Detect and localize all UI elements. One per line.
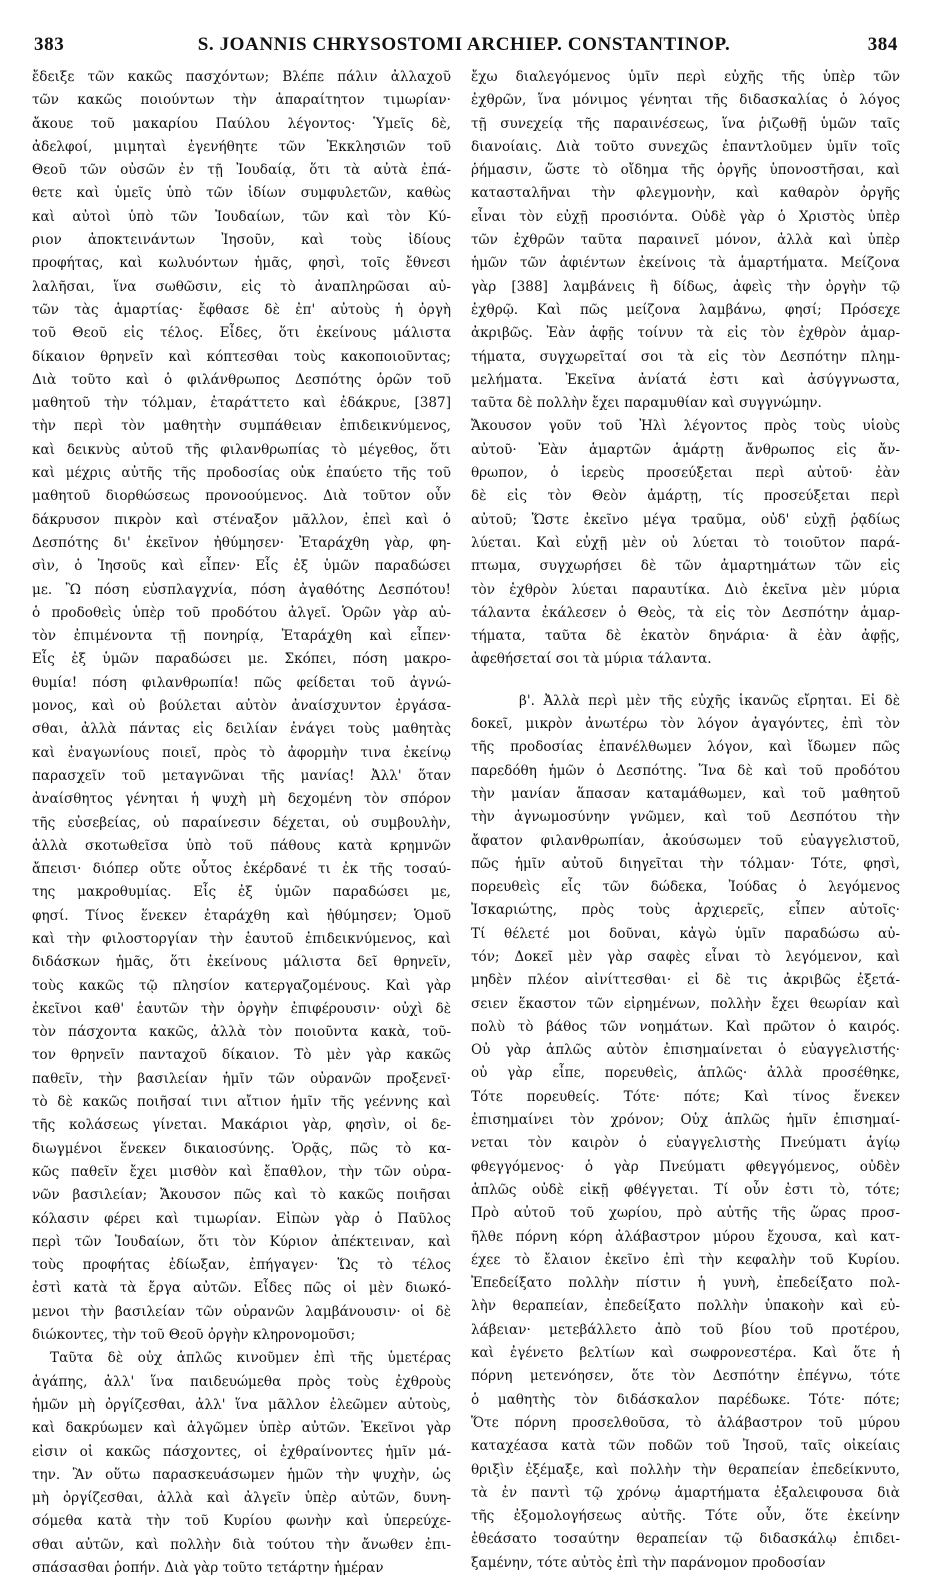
text-line: τὸν ἐχθρὸν λύεται παραυτίκα. Διὸ ἐκεῖνα μὲν μύρια (471, 581, 900, 598)
text-line: δάκρυσον πικρὸν καὶ στέναξον μᾶλλον, ἐπεὶ καὶ ὁ (32, 511, 451, 528)
text-line: τῇ συνεχείᾳ τῆς παραινέσεως, ἵνα ῥιζωθῇ ὑμῶν ταῖς (471, 115, 900, 132)
text-line: έχεε τὸ ἔλαιον ἐκεῖνο ἐπὶ τὴν κεφαλὴν τοῦ Κυρίου. (471, 1251, 900, 1268)
text-line: μελήματα. Ἐκεῖνα ἀνίατά ἐστι καὶ ἀσύγγνωστα, (471, 371, 900, 388)
text-line: πολὺ τὸ βάθος τῶν νοημάτων. Καὶ πρῶτον ὁ καιρός. (471, 1018, 900, 1035)
text-line: Ὅτε πόρνη προσελθοῦσα, τὸ ἀλάβαστρον τοῦ μύρου (471, 1414, 900, 1431)
text-line: ἀναίσθητος γένηται ἡ ψυχὴ μὴ δεχομένη τὸν σπόρον (32, 791, 451, 808)
text-line: σπάσασθαι ῥοπήν. Διὰ γὰρ τοῦτο τετάρτην ἡμέραν (32, 1560, 384, 1576)
text-line: Οὐ γὰρ ἁπλῶς αὐτὸν ἐπισημαίνεται ὁ εὐαγγελιστής· (471, 1042, 900, 1059)
text-line: φθεγγόμενος· ὁ γὰρ Πνεύματι φθεγγόμενος, οὐδὲν (471, 1158, 900, 1175)
text-line: καὶ τὴν φιλοστοργίαν τὴν ἑαυτοῦ ἐπιδεικνύμενος, καὶ (32, 930, 451, 947)
text-line: Ἰσκαριώτης, πρὸς τοὺς ἀρχιερεῖς, εἶπεν αὐτοῖς· (471, 902, 900, 919)
text-line: ὁ προδοθεὶς ὑπὲρ τοῦ προδότου ἀλγεῖ. Ὁρῶν γὰρ αὐ- (32, 604, 451, 621)
text-line: παρασχεῖν τοῦ μεταγνῶναι τῆς μανίας! Ἀλλ' ὅταν (32, 767, 451, 784)
text-line: καὶ ἐγένετο βελτίων καὶ σωφρονεστέρα. Καὶ ὅτε ἡ (471, 1345, 900, 1362)
text-line: εἶναι τὸν εὐχῇ προσιόντα. Οὐδὲ γὰρ ὁ Χριστὸς ὑπὲρ (471, 208, 900, 225)
text-line: Διὰ τοῦτο καὶ ὁ φιλάνθρωπος Δεσπότης ὁρῶν τοῦ (32, 371, 451, 388)
text-line: περὶ τῶν Ἰουδαίων, ὅτι τὸν Κύριον ἀπέκτειναν, καὶ (32, 1233, 451, 1250)
text-line: ἐχθρῶν, ἵνα μόνιμος γένηται τῆς διδασκαλίας ὁ λόγος (471, 92, 900, 109)
text-line: ῥήμασιν, ὥστε τὸ οἴδημα τῆς ὀργῆς ὑπονοστῆσαι, καὶ (471, 162, 900, 179)
text-line: καταχέασα κατὰ τῶν ποδῶν τοῦ Ἰησοῦ, ταῖς οἰκείαις (471, 1438, 900, 1455)
text-line: ἄφατον φιλανθρωπίαν, ἀκούσωμεν τοῦ εὐαγγελιστοῦ, (471, 832, 900, 849)
text-line: τοὺς κακῶς τῷ πλησίον κατεργαζομένους. Καὶ γὰρ (32, 977, 451, 994)
text-line: τὴν ἀγνωμοσύνην γνῶμεν, καὶ τοῦ Δεσπότου τὴν (471, 809, 900, 826)
text-line: παθεῖν, τὴν βασιλείαν ἡμῖν τῶν οὐρανῶν προξενεῖ· (32, 1070, 451, 1087)
text-line: ἐστὶ κατὰ τὰ ἔργα αὐτῶν. Εἶδες πῶς οἱ μὲν διωκό- (32, 1280, 451, 1297)
text-line: ἄκουε τοῦ μακαρίου Παύλου λέγοντος· Ὑμεῖς δὲ, (32, 115, 451, 132)
text-line: ἡμῶν μὴ ὀργίζεσθαι, ἀλλ' ἵνα μᾶλλον ἐλεῶμεν αὐτοὺς, (32, 1396, 451, 1413)
text-line: αὐτοῦ· Ἐὰν ἁμαρτῶν ἁμάρτῃ ἄνθρωπος εἰς ἄν- (471, 441, 900, 458)
text-line: Εἷς ἐξ ὑμῶν παραδώσει με. Σκόπει, πόση μακρο- (32, 651, 451, 668)
text-line: ἄπεισι· διόπερ οὔτε οὗτος ἐκέρδανέ τι ἐκ τῆς τοσαύ- (32, 861, 451, 878)
text-line: την. Ἂν οὕτω παρασκευάσωμεν ἡμῶν τὴν ψυχὴν, ὡς (32, 1466, 451, 1483)
text-line: μηδὲν πλέον αἰνίττεσθαι· εἰ δὲ τις ἀκριβῶς ἐξετά- (471, 972, 900, 989)
text-line: τον θρηνεῖν πανταχοῦ δίκαιον. Τὸ μὲν γὰρ κακῶς (32, 1047, 451, 1064)
text-line: ἐχθρῷ. Καὶ πῶς μείζονα λαμβάνω, φησί; Πρόσεχε (471, 301, 900, 318)
text-line: μαθητοῦ διορθώσεως προνοούμενος. Διὰ τοῦτον οὖν (32, 488, 451, 505)
text-line: ταῦτα δὲ πολλὴν ἔχει παραμυθίαν καὶ συγγνώμην. (471, 395, 822, 412)
page-number-right: 384 (867, 34, 898, 55)
text-line: τῆς εὐσεβείας, οὐ παραίνεσιν δέχεται, οὐ συμβουλὴν, (32, 814, 451, 831)
text-line: τὴν περὶ τὸν μαθητὴν συμπάθειαν ἐπιδεικνύμενος, (32, 418, 451, 435)
text-line: διωγμένοι ἕνεκεν δικαιοσύνης. Ὁρᾷς, πῶς τὸ κα- (32, 1140, 451, 1157)
text-line: ἔδειξε τῶν κακῶς πασχόντων; Βλέπε πάλιν ἀλλαχοῦ (32, 69, 451, 85)
text-line: τὴν μανίαν ἅπασαν καταμάθωμεν, καὶ τοῦ μαθητοῦ (471, 785, 900, 802)
text-line: δοκεῖ, μικρὸν ἀνωτέρω τὸν λόγον ἀγαγόντες, ἐπὶ τὸν (471, 716, 900, 733)
text-line: ἀλλὰ σκοτωθεῖσα ὑπὸ τοῦ πάθους κατὰ κρημνῶν (32, 837, 451, 854)
text-line: ἐπισημαίνει τὸν χρόνον; Οὐχ ἁπλῶς ἡμῖν ἐπισημαί- (471, 1112, 900, 1129)
text-line: θριξὶν ἐξέμαξε, καὶ πολλὴν τὴν θεραπείαν ἐπεδείκνυτο, (471, 1461, 900, 1478)
text-line: ἀγάπης, ἀλλ' ἵνα παιδευώμεθα πρὸς τοὺς ἐχθροὺς (32, 1373, 451, 1390)
text-line: β'. Ἀλλὰ περὶ μὲν τῆς εὐχῆς ἱκανῶς εἴρηται. Εἰ δὲ (519, 692, 900, 709)
text-line: κατασταλῆναι τὴν φλεγμονὴν, καὶ καθαρὸν ὀργῆς (471, 185, 900, 202)
text-line: γὰρ [388] λαμβάνεις ἢ δίδως, ἀφεὶς τὴν ὀργὴν τῷ (471, 278, 900, 295)
text-line: πόρνη μετενόησεν, ὅτε τὸν Δεσπότην ἐπέγνω, τότε (471, 1368, 900, 1385)
text-line: ἁπλῶς οὐδὲ εἰκῇ φθέγγεται. Τί οὖν ἐστι τὸ, τότε; (471, 1181, 900, 1198)
text-line: τὸν πάσχοντα κακῶς, ἀλλὰ τὸν ποιοῦντα κακὰ, τοῦ- (32, 1024, 451, 1041)
text-line: οὐ γὰρ εἶπε, πορευθεὶς, ἁπλῶς· ἀλλὰ προσέθηκε, (471, 1065, 900, 1082)
text-line: τοὺς προφήτας ἐδίωξαν, ἐπήγαγεν· Ὥς τὸ τέλος (32, 1257, 451, 1274)
text-line: προφήτας, καὶ κωλυόντων ἡμᾶς, φησὶ, τοῖς ἔθνεσι (32, 255, 451, 272)
text-line: καὶ δεικνὺς αὐτοῦ τῆς φιλανθρωπίας τὸ μέγεθος, ὅτι (32, 441, 451, 458)
text-line: αὐτοῦ; Ὥστε ἐκεῖνο μέγα τραῦμα, οὐδ' εὐχῇ ῥᾳδίως (471, 511, 900, 528)
text-line: εἰσιν οἱ κακῶς πάσχοντες, οἱ ἐχθραίνοντες ἡμῖν μά- (32, 1443, 451, 1460)
text-line: Ἐπεδείξατο πολλὴν πίστιν ἡ γυνὴ, ἐπεδείξατο πολ- (471, 1275, 900, 1292)
text-line: θυμία! πόση φιλανθρωπία! πῶς φείδεται τοῦ ἀγνώ- (32, 674, 451, 691)
text-line: σόμεθα κατὰ τὴν τοῦ Κυρίου φωνὴν καὶ ὑπερεύχε- (32, 1513, 451, 1530)
text-line: Δεσπότης δι' ἐκεῖνον ἠθύμησεν· Ἐταράχθη γὰρ, φη- (32, 534, 451, 551)
text-line: τῆς προδοσίας ἐπανέλθωμεν λόγον, καὶ ἴδωμεν πῶς (471, 739, 900, 756)
text-line: ἐκεῖνοι καθ' ἑαυτῶν τὴν ὀργὴν ἐπιφέρουσιν· οὐχὶ δὲ (32, 1000, 451, 1017)
text-line: Πρὸ αὐτοῦ τοῦ χωρίου, πρὸ αὐτῆς τῆς ὥρας προσ- (471, 1205, 900, 1222)
text-line: ἐθεάσατο τοσαύτην θεραπείαν τῷ διδασκάλῳ ἐπιδει- (471, 1531, 900, 1548)
text-line: ξαμένην, τότε αὐτὸς ἐπὶ τὴν παράνομον προδοσίαν (471, 1554, 826, 1571)
right-text-column (471, 66, 900, 1571)
text-line: διανοίαις. Διὰ τοῦτο συνεχῶς ἐπαντλοῦμεν ὑμῖν τοῖς (471, 138, 900, 155)
text-line: τήματα, συγχωρεῖταί σοι τὰ εἰς τὸν Δεσπότην πλημ- (471, 348, 900, 365)
text-line: δὲ εἰς τὸν Θεὸν ἁμάρτῃ, τίς προσεύξεται περὶ (471, 488, 900, 505)
text-line: τὸν ἐπιμένοντα τῇ πονηρίᾳ, Ἐταράχθη καὶ εἶπεν· (32, 628, 451, 645)
text-line: Τί θέλετέ μοι δοῦναι, κἀγὼ ὑμῖν παραδώσω αὐ- (471, 925, 900, 942)
text-line: διδάσκων ἡμᾶς, ὅτι ἐκείνους μάλιστα δεῖ θρηνεῖν, (32, 954, 451, 971)
text-line: ἀφεθήσεταί σοι τὰ μύρια τάλαντα. (471, 651, 712, 668)
text-line: πορευθεὶς εἷς τῶν δώδεκα, Ἰούδας ὁ λεγόμενος (471, 879, 900, 896)
text-line: θετε καὶ ὑμεῖς ὑπὸ τῶν ἰδίων συμφυλετῶν, καθὼς (32, 185, 451, 202)
text-line: φησί. Τίνος ἕνεκεν ἐταράχθη καὶ ἠθύμησεν; Ὁμοῦ (32, 907, 451, 924)
text-line: τοῦ Θεοῦ εἰς τέλος. Εἶδες, ὅτι ἐκείνους μάλιστα (32, 325, 451, 342)
text-line: νῶν βασιλείαν; Ἄκουσον πῶς καὶ τὸ κακῶς ποιῆσαι (32, 1187, 451, 1204)
text-line: ἀκριβῶς. Ἐὰν ἀφῇς τοίνυν τὰ εἰς τὸν ἐχθρὸν ἁμαρ- (471, 325, 900, 342)
text-line: ἔχω διαλεγόμενος ὑμῖν περὶ εὐχῆς τῆς ὑπὲρ τῶν (471, 69, 900, 85)
text-line: δίκαιον θρηνεῖν καὶ κόπτεσθαι τοὺς κακοποιοῦντας; (32, 348, 451, 365)
text-line: με. Ὢ πόση εὐσπλαγχνία, πόση ἀγαθότης Δεσπότου! (32, 581, 451, 598)
text-line: τῶν κακῶς ποιούντων τὴν ἀπαραίτητον τιμωρίαν· (32, 92, 451, 109)
text-line: τῆς κολάσεως γίνεται. Μακάριοι γὰρ, φησὶν, οἱ δε- (32, 1117, 451, 1134)
text-line: πῶς ἡμῖν αὐτοῦ διηγεῖται τὴν τόλμαν· Τότε, φησὶ, (471, 855, 900, 872)
text-line: τόν; Δοκεῖ μὲν γὰρ σαφὲς εἶναι τὸ λεγόμενον, καὶ (471, 948, 900, 965)
text-line: καὶ δακρύωμεν καὶ ἀλγῶμεν ὑπὲρ αὐτῶν. Ἐκεῖνοι γὰρ (32, 1420, 451, 1437)
text-line: καὶ μέχρις αὐτῆς τῆς προδοσίας οὐκ ἐπαύετο τῆς τοῦ (32, 465, 451, 482)
text-line: μὴ ὀργίζεσθαι, ἀλλὰ καὶ ἀλγεῖν ὑπὲρ αὐτῶν, δυνη- (32, 1490, 451, 1507)
text-line: σθαι αὐτῶν, καὶ πολλὴν διὰ τούτου τὴν ἄνωθεν ἐπι- (32, 1536, 451, 1553)
text-line: τὸ δὲ κακῶς ποιῆσαί τινι αἴτιον ἡμῖν τῆς γεέννης καὶ (32, 1094, 451, 1111)
text-line: ριον ἀποκτεινάντων Ἰησοῦν, καὶ τοὺς ἰδίους (32, 232, 451, 249)
text-line: κόλασιν φέρει καὶ τιμωρίαν. Εἰπὼν γὰρ ὁ Παῦλος (32, 1210, 451, 1227)
text-line: ῆλθε πόρνη κόρη ἀλάβαστρον μύρου ἔχουσα, καὶ κατ- (471, 1228, 900, 1245)
text-line: Τότε πορευθείς. Τότε· πότε; Καὶ τίνος ἕνεκεν (471, 1088, 900, 1105)
text-line: τὰ ἐν παντὶ τῷ χρόνῳ ἁμαρτήματα ἐξαλειφουσα διὰ (471, 1484, 900, 1501)
left-text-column (32, 66, 451, 1576)
text-line: ἡμῶν τῶν ἀφιέντων ἐκείνοις τὰ ἁμαρτήματα. Μείζονα (471, 255, 900, 272)
text-line: ἀδελφοί, μιμηταὶ ἐγενήθητε τῶν Ἐκκλησιῶν τοῦ (32, 138, 451, 155)
text-line: σειεν ἕκαστον τῶν εἰρημένων, πολλὴν ἔχει θεωρίαν καὶ (471, 995, 900, 1012)
text-line: της μακροθυμίας. Εἷς ἐξ ὑμῶν παραδώσει με, (32, 884, 451, 901)
text-line: παρεδόθη ἡμῶν ὁ Δεσπότης. Ἵνα δὲ καὶ τοῦ προδότου (471, 762, 900, 779)
text-line: σθαι, ἀλλὰ πάντας εἰς δειλίαν ἐνάγει τοὺς μαθητὰς (32, 721, 451, 738)
text-line: λὴν θεραπείαν, ἐπεδείξατο πολλὴν ὑπακοὴν καὶ εὐ- (471, 1298, 900, 1315)
text-line: νεται τὸν καιρὸν ὁ εὐαγγελιστὴς Πνεύματι ἁγίῳ (471, 1135, 900, 1152)
text-line: μαθητοῦ τὴν τόλμαν, ἐταράττετο καὶ ἐδάκρυε, [387] (32, 395, 451, 412)
text-line: Θεοῦ τῶν οὐσῶν ἐν τῇ Ἰουδαίᾳ, ὅτι τὰ αὐτὰ ἐπά- (32, 162, 451, 179)
text-line: Ταῦτα δὲ οὐχ ἁπλῶς κινοῦμεν ἐπὶ τῆς ὑμετέρας (50, 1350, 451, 1367)
text-line: λαλῆσαι, ἵνα σωθῶσιν, εἰς τὸ ἀναπληρῶσαι αὐ- (32, 278, 451, 295)
text-line: μονος, καὶ οὐ βούλεται αὐτὸν ἀναίσχυντον ἐργάσα- (32, 698, 451, 715)
running-title: S. JOANNIS CHRYSOSTOMI ARCHIEP. CONSTANTINOP. (197, 34, 731, 55)
text-line: τῆς ἐξομολογήσεως αὐτῆς. Τότε οὖν, ὅτε ἐκείνην (471, 1508, 900, 1525)
text-line: τήματα, ταῦτα δὲ ἑκατὸν δηνάρια· ἃ ἐὰν ἀφῇς, (471, 628, 900, 645)
text-line: θρωπον, ὁ ἱερεὺς προσεύξεται περὶ αὐτοῦ· ἐὰν (471, 465, 900, 482)
text-line: μενοι τὴν βασιλείαν τῶν οὐρανῶν λαμβάνουσιν· οἱ δὲ (32, 1303, 451, 1320)
text-line: καὶ αὐτοὶ ὑπὸ τῶν Ἰουδαίων, τῶν καὶ τὸν Κύ- (32, 208, 451, 225)
text-line: τῶν ἐχθρῶν ταῦτα παραινεῖ μόνον, ἀλλὰ καὶ ὑπὲρ (471, 232, 900, 249)
text-line: τάλαντα ἐκάλεσεν ὁ Θεὸς, τὰ εἰς τὸν Δεσπότην ἁμαρ- (471, 604, 900, 621)
text-line: τῶν τὰς ἁμαρτίας· ἔφθασε δὲ ἐπ' αὐτοὺς ἡ ὀργὴ (32, 301, 451, 318)
text-line: σὶν, ὁ Ἰησοῦς καὶ εἶπεν· Εἷς ἐξ ὑμῶν παραδώσει (32, 558, 451, 575)
text-line: καὶ ἐναγωνίους ποιεῖ, πρὸς τὸ ἀφορμὴν τινα ἐκείνῳ (32, 744, 451, 761)
text-line: λύεται. Καὶ εὐχῇ μὲν οὐ λύεται τὸ τοιοῦτον παρά- (471, 534, 900, 551)
page-number-left: 383 (34, 34, 65, 55)
text-line: διώκοντες, τὴν τοῦ Θεοῦ ὀργὴν κληρονομοῦσι; (32, 1327, 356, 1344)
text-line: Ἄκουσον γοῦν τοῦ Ἠλὶ λέγοντος πρὸς τοὺς υἱοὺς (471, 418, 900, 435)
text-line: πτωμα, συγχωρήσει δὲ τῶν ἁμαρτημάτων τῶν εἰς (471, 558, 900, 575)
text-line: κῶς παθεῖν ἔχει μισθὸν καὶ ἔπαθλον, τὴν τῶν οὐρα- (32, 1163, 451, 1180)
text-line: λάβειαν· μετεβάλλετο ἀπὸ τοῦ βίου τοῦ προτέρου, (471, 1321, 900, 1338)
text-line: ὁ μαθητὴς τὸν διδάσκαλον παρέδωκε. Τότε· πότε; (471, 1391, 900, 1408)
page-header (28, 34, 900, 60)
